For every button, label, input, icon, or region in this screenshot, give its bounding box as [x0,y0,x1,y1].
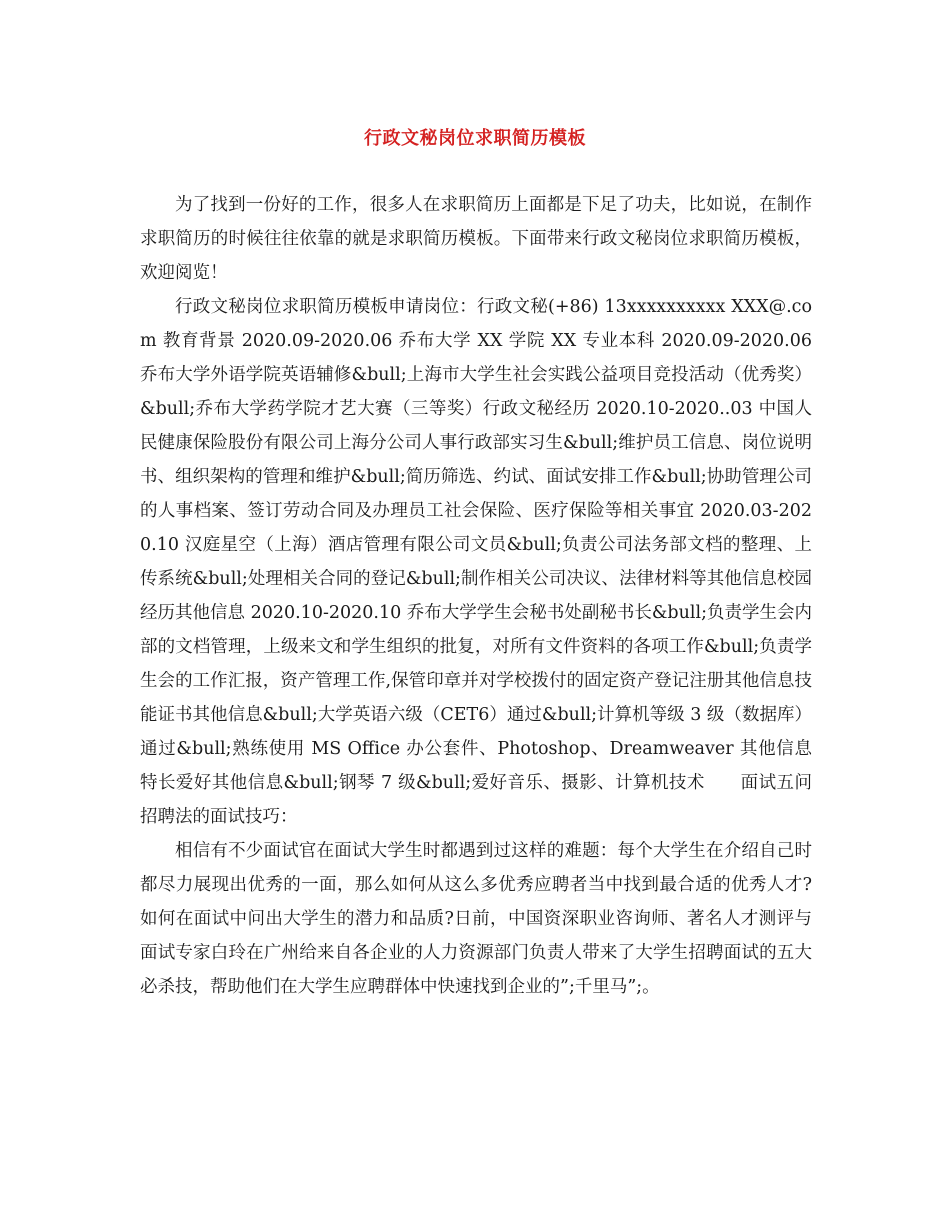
resume-template-paragraph: 行政文秘岗位求职简历模板申请岗位：行政文秘(+86) 13xxxxxxxxxx XXX@.com 教育背景 2020.09-2020.06 乔布大学 XX 学院 XX 专业本科 2020.09-2020.06 乔布大学外语学院英语辅修&bull;上海市大学生社会实践公益项目竞投活动（优秀奖）&bull;乔布大学药学院才艺大赛（三等奖）行政文秘经历 2020.10-2020..03 中国人民健康保险股份有限公司上海分公司人事行政部实习生&bull;维护员工信息、岗位说明书、组织架构的管理和维护&bull;简历筛选、约试、面试安排工作&bull;协助管理公司的人事档案、签订劳动合同及办理员工社会保险、医疗保险等相关事宜 2020.03-2020.10 汉庭星空（上海）酒店管理有限公司文员&bull;负责公司法务部文档的整理、上传系统&bull;处理相关合同的登记&bull;制作相关公司决议、法律材料等其他信息校园经历其他信息 2020.10-2020.10 乔布大学学生会秘书处副秘书长&bull;负责学生会内部的文档管理，上级来文和学生组织的批复，对所有文件资料的各项工作&bull;负责学生会的工作汇报，资产管理工作,保管印章并对学校拨付的固定资产登记注册其他信息技能证书其他信息&bull;大学英语六级（CET6）通过&bull;计算机等级 3 级（数据库）通过&bull;熟练使用 MS Office 办公套件、Photoshop、Dreamweaver 其他信息特长爱好其他信息&bull;钢琴 7 级&bull;爱好音乐、摄影、计算机技术 面试五问招聘法的面试技巧： [140,297,812,827]
document-title: 行政文秘岗位求职简历模板 [364,128,586,149]
document-body [140,188,812,1004]
intro-paragraph: 为了找到一份好的工作，很多人在求职简历上面都是下足了功夫，比如说，在制作求职简历的时候往往依靠的就是求职简历模板。下面带来行政文秘岗位求职简历模板，欢迎阅览！ [140,195,812,283]
interview-tips-paragraph: 相信有不少面试官在面试大学生时都遇到过这样的难题：每个大学生在介绍自己时都尽力展现出优秀的一面，那么如何从这么多优秀应聘者当中找到最合适的优秀人才?如何在面试中问出大学生的潜力和品质?日前，中国资深职业咨询师、著名人才测评与面试专家白玲在广州给来自各企业的人力资源部门负责人带来了大学生招聘面试的五大必杀技，帮助他们在大学生应聘群体中快速找到企业的”;千里马”;。 [140,841,812,997]
